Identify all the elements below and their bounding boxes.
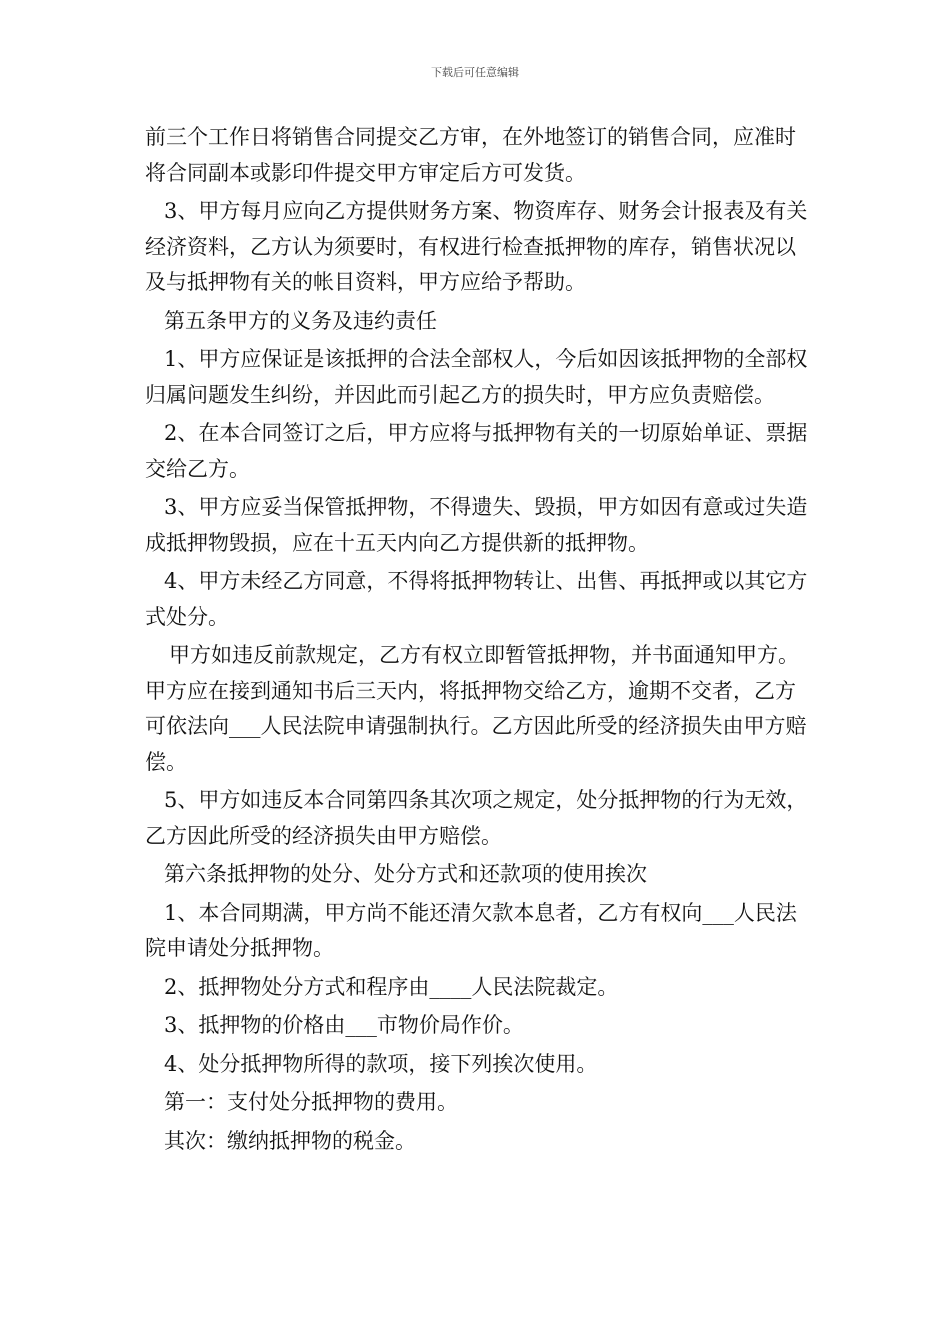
- section-heading-article-5: 第五条甲方的义务及违约责任: [164, 308, 437, 333]
- paragraph-article-6-item-4: 4、处分抵押物所得的款项，接下列挨次使用。: [164, 1051, 598, 1076]
- paragraph-article-5-item-1: 1、甲方应保证是该抵押的合法全部权人，今后如因该抵押物的全部权归属问题发生纠纷，并因此而引起乙方的损失时，甲方应负责赔偿。: [145, 347, 808, 407]
- paragraph-article-5-item-5: 5、甲方如违反本合同第四条其次项之规定，处分抵押物的行为无效，乙方因此所受的经济损失由甲方赔偿。: [145, 788, 808, 848]
- paragraph-article-5-item-3: 3、甲方应妥当保管抵押物，不得遗失、毁损，甲方如因有意或过失造成抵押物毁损，应在十五天内向乙方提供新的抵押物。: [145, 495, 808, 555]
- paragraph-article-6-item-3: 3、抵押物的价格由___市物价局作价。: [164, 1013, 524, 1037]
- paragraph-article-5-item-2: 2、在本合同签订之后，甲方应将与抵押物有关的一切原始单证、票据交给乙方。: [145, 421, 808, 481]
- paragraph-article-5-item-4: 4、甲方未经乙方同意，不得将抵押物转让、出售、再抵押或以其它方式处分。: [145, 569, 808, 629]
- document-body: [145, 120, 810, 1159]
- paragraph-order-first: 第一：支付处分抵押物的费用。: [164, 1090, 458, 1114]
- paragraph-clause-3-reports: 3、甲方每月应向乙方提供财务方案、物资库存、财务会计报表及有关经济资料，乙方认为须要时，有权进行检查抵押物的库存，销售状况以及与抵押物有关的帐目资料，甲方应给予帮助。: [145, 199, 808, 294]
- paragraph-sales-contract: 前三个工作日将销售合同提交乙方审，在外地签订的销售合同，应准时将合同副本或影印件提交甲方审定后方可发货。: [145, 125, 796, 185]
- section-heading-article-6: 第六条抵押物的处分、处分方式和还款项的使用挨次: [164, 862, 647, 886]
- page-header: 下载后可任意编辑: [431, 66, 519, 79]
- paragraph-breach-consequence: 甲方如违反前款规定，乙方有权立即暂管抵押物，并书面通知甲方。甲方应在接到通知书后三天内，将抵押物交给乙方，逾期不交者，乙方可依法向___人民法院申请强制执行。乙方因此所受的经济损失由甲方赔偿。: [145, 643, 807, 774]
- paragraph-article-6-item-2: 2、抵押物处分方式和程序由____人民法院裁定。: [164, 974, 619, 999]
- paragraph-order-second: 其次：缴纳抵押物的税金。: [164, 1128, 416, 1153]
- paragraph-article-6-item-1: 1、本合同期满，甲方尚不能还清欠款本息者，乙方有权向___人民法院申请处分抵押物。: [145, 900, 797, 960]
